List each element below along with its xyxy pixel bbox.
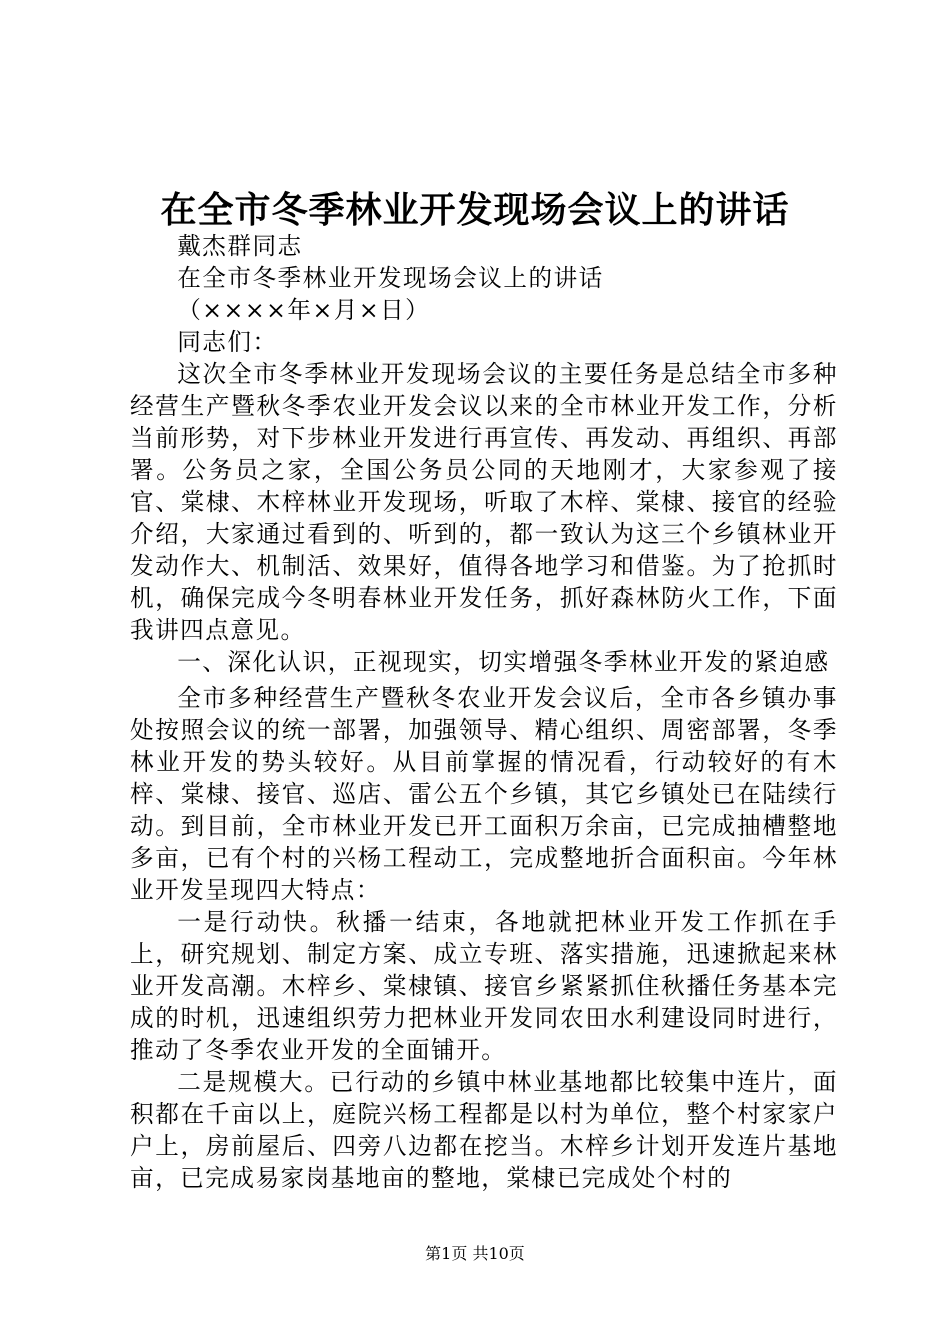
page-footer: 第1页 共10页 bbox=[425, 1244, 525, 1263]
addressee-line: 戴杰群同志 bbox=[177, 232, 303, 260]
document-title: 在全市冬季林业开发现场会议上的讲话 bbox=[160, 189, 790, 231]
salutation: 同志们： bbox=[177, 328, 278, 356]
speech-title-line: 在全市冬季林业开发现场会议上的讲话 bbox=[177, 264, 604, 292]
paragraph-situation: 全市多种经营生产暨秋冬农业开发会议后，全市各乡镇办事处按照会议的统一部署，加强领导、精心组织、周密部署，冬季林业开发的势头较好。从目前掌握的情况看，行动较好的有木梓、棠棣、接官、巡店、雷公五个乡镇，其它乡镇处已在陆续行动。到目前，全市林业开发已开工面积万余亩，已完成抽槽整地多亩，已有个村的兴杨工程动工，完成整地折合面积亩。今年林业开发呈现四大特点： bbox=[130, 684, 838, 904]
paragraph-point-2: 二是规模大。已行动的乡镇中林业基地都比较集中连片，面积都在千亩以上，庭院兴杨工程都是以村为单位，整个村家家户户上，房前屋后、四旁八边都在挖当。木梓乡计划开发连片基地亩，已完成易家岗基地亩的整地，棠棣已完成处个村的 bbox=[130, 1068, 838, 1192]
date-line: （××××年×月×日） bbox=[177, 296, 431, 324]
section-heading-1: 一、深化认识，正视现实，切实增强冬季林业开发的紧迫感 bbox=[177, 648, 830, 676]
paragraph-intro: 这次全市冬季林业开发现场会议的主要任务是总结全市多种经营生产暨秋冬季农业开发会议以来的全市林业开发工作，分析当前形势，对下步林业开发进行再宣传、再发动、再组织、再部署。公务员之家，全国公务员公同的天地刚才，大家参观了接官、棠棣、木梓林业开发现场，听取了木梓、棠棣、接官的经验介绍，大家通过看到的、听到的，都一致认为这三个乡镇林业开发动作大、机制活、效果好，值得各地学习和借鉴。为了抢抓时机，确保完成今冬明春林业开发任务，抓好森林防火工作，下面我讲四点意见。 bbox=[130, 360, 838, 644]
document-body bbox=[130, 230, 838, 1194]
paragraph-point-1: 一是行动快。秋播一结束，各地就把林业开发工作抓在手上，研究规划、制定方案、成立专班、落实措施，迅速掀起来林业开发高潮。木梓乡、棠棣镇、接官乡紧紧抓住秋播任务基本完成的时机，迅速组织劳力把林业开发同农田水利建设同时进行，推动了冬季农业开发的全面铺开。 bbox=[130, 908, 838, 1064]
